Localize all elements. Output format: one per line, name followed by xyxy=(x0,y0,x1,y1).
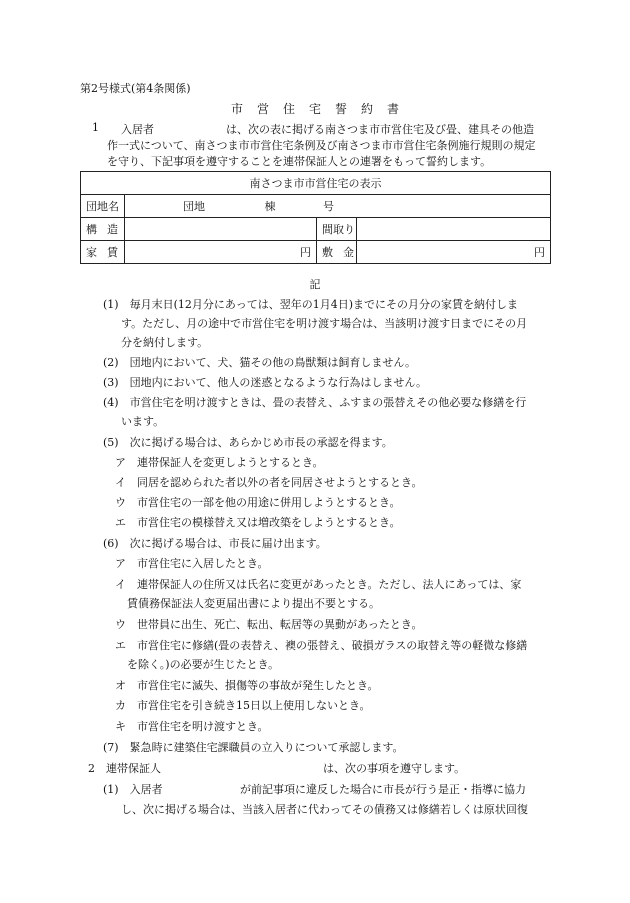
row-label-danchi: 団地名 xyxy=(81,195,125,218)
ki-heading: 記 xyxy=(309,278,321,291)
item6-d-line2: を除く。)の必要が生じたとき。 xyxy=(127,658,280,671)
item6-e: オ 市営住宅に滅失、損傷等の事故が発生したとき。 xyxy=(115,679,379,692)
section1-number: 1 xyxy=(92,121,99,134)
item4-line1: (4) 市営住宅を明け渡すときは、畳の表替え、ふすまの張替えその他必要な修繕を行 xyxy=(103,396,527,409)
item3: (3) 団地内において、他人の迷惑となるような行為はしません。 xyxy=(103,376,428,389)
item5-c: ウ 市営住宅の一部を他の用途に併用しようとするとき。 xyxy=(115,496,401,509)
danchi-text: 団地 xyxy=(183,200,205,213)
shikikin-label: 敷金 xyxy=(317,241,357,264)
document-title: 市営住宅誓約書 xyxy=(230,102,413,116)
section2-rest: は、次の事項を遵守します。 xyxy=(323,762,466,775)
item5-b: イ 同居を認められた者以外の者を同居させようとするとき。 xyxy=(115,476,423,489)
madori-label: 間取り xyxy=(317,218,357,241)
go-text: 号 xyxy=(323,200,334,213)
item6-b-line1: イ 連帯保証人の住所又は氏名に変更があったとき。ただし、法人にあっては、家 xyxy=(115,578,522,591)
item5-d: エ 市営住宅の模様替え又は増改築をしようとするとき。 xyxy=(115,516,401,529)
item7: (7) 緊急時に建築住宅課職員の立入りについて承認します。 xyxy=(103,741,404,754)
row-label-yachin: 家賃 xyxy=(81,241,125,264)
item6-c: ウ 世帯員に出生、死亡、転出、転居等の異動があったとき。 xyxy=(115,618,423,631)
item6-g: キ 市営住宅を明け渡すとき。 xyxy=(115,720,269,733)
kouzou-value xyxy=(125,218,317,241)
section1-line1: は、次の表に掲げる南さつま市市営住宅及び畳、建具その他造 xyxy=(226,123,534,136)
shikikin-yen: 円 xyxy=(357,241,551,264)
form-number: 第2号様式(第4条関係) xyxy=(80,82,191,95)
item6: (6) 次に掲げる場合は、市長に届け出ます。 xyxy=(103,537,327,550)
item6-a: ア 市営住宅に入居したとき。 xyxy=(115,557,269,570)
item6-d-line1: エ 市営住宅に修繕(畳の表替え、襖の張替え、破損ガラスの取替え等の軽微な修繕 xyxy=(115,639,528,652)
item2: (2) 団地内において、犬、猫その他の鳥獣類は飼育しません。 xyxy=(103,356,417,369)
item6-b-line2: 賃債務保証法人変更届出書により提出不要とする。 xyxy=(127,597,380,610)
item6-f: カ 市営住宅を引き続き15日以上使用しないとき。 xyxy=(115,699,371,712)
item1-line1: (1) 毎月末日(12月分にあっては、翌年の1月4日)までにその月分の家賃を納付しま xyxy=(103,298,519,311)
madori-value xyxy=(357,218,551,241)
danchi-cell xyxy=(125,195,551,218)
section1-line2: 作一式について、南さつま市市営住宅条例及び南さつま市市営住宅条例施行規則の規定 xyxy=(107,139,536,152)
housing-info-table xyxy=(80,171,551,264)
to-text: 棟 xyxy=(264,200,276,213)
item5: (5) 次に掲げる場合は、あらかじめ市長の承認を得ます。 xyxy=(103,436,393,449)
table-caption: 南さつま市市営住宅の表示 xyxy=(81,172,551,195)
section1-label: 入居者 xyxy=(121,123,154,136)
section2-item1-line2: し、次に掲げる場合は、当該入居者に代わってその債務又は修繕若しくは原状回復 xyxy=(121,803,528,816)
item4-line2: います。 xyxy=(121,415,165,428)
section2-heading: 2 連帯保証人 xyxy=(88,762,161,775)
section2-item1-b: が前記事項に違反した場合に市長が行う是正・指導に協力 xyxy=(240,783,526,796)
item5-a: ア 連帯保証人を変更しようとするとき。 xyxy=(115,456,324,469)
yachin-yen: 円 xyxy=(125,241,317,264)
item1-line2: す。ただし、月の途中で市営住宅を明け渡す場合は、当該明け渡す日までにその月 xyxy=(121,317,528,330)
row-label-kouzou: 構造 xyxy=(81,218,125,241)
section2-item1-a: (1) 入居者 xyxy=(103,783,163,796)
item1-line3: 分を納付します。 xyxy=(121,336,209,349)
section1-line3: を守り、下記事項を遵守することを連帯保証人との連署をもって誓約します。 xyxy=(107,155,492,168)
